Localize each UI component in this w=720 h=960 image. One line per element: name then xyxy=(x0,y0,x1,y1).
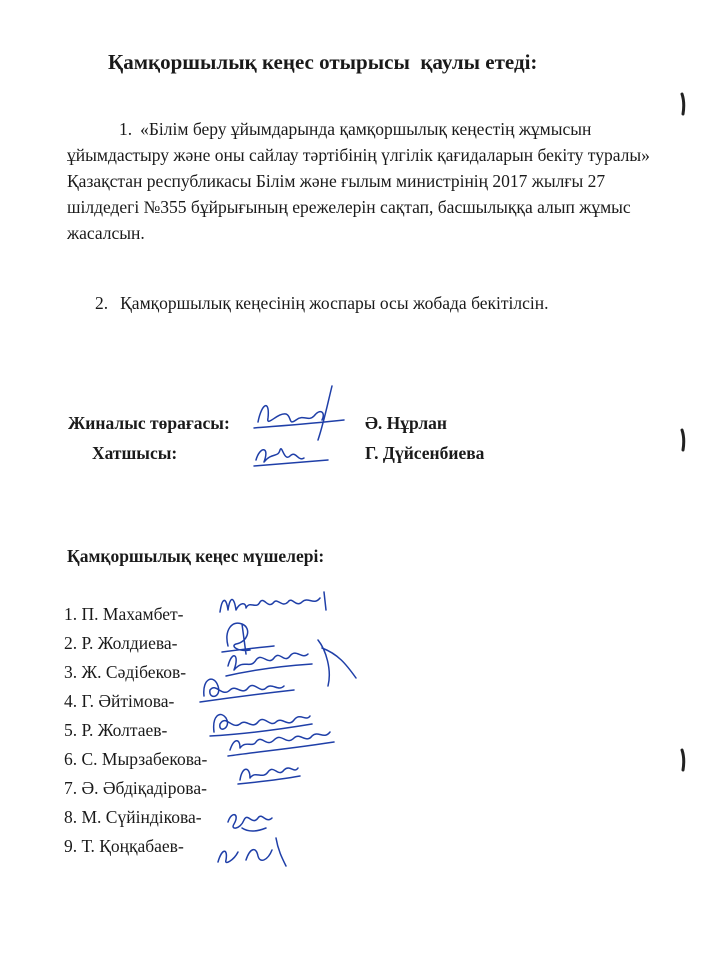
member-signature-image xyxy=(216,588,336,618)
member-item: 8. М. Сүйіндікова- xyxy=(64,807,202,827)
decision-1-number: 1. xyxy=(119,119,133,139)
members-list xyxy=(64,600,207,861)
member-item: 3. Ж. Сәдібеков- xyxy=(64,662,187,682)
decision-1-line: жасалсын. xyxy=(67,223,145,243)
decision-2-number: 2. xyxy=(95,293,109,313)
members-heading: Қамқоршылық кеңес мүшелері: xyxy=(67,546,325,566)
member-signature-image xyxy=(198,668,298,708)
decision-1-line: 1. «Білім беру ұйымдарында қамқоршылық кеңестің жұмысын xyxy=(67,116,697,142)
decision-1-line: Қазақстан республикасы Білім және ғылым министрінің 2017 жылғы 27 xyxy=(67,171,606,191)
member-item: 2. Р. Жолдиева- xyxy=(64,633,178,653)
margin-mark xyxy=(680,428,684,452)
decision-1-line: шілдедегі №355 бұйрығының ережелерін сақтап, басшылыққа алып жұмыс xyxy=(67,197,631,217)
chair-label: Жиналыс төрағасы: xyxy=(68,413,230,433)
margin-mark xyxy=(680,92,684,116)
member-signature-image xyxy=(234,758,304,788)
member-item: 7. Ә. Әбдіқадірова- xyxy=(64,778,207,798)
chair-name: Ә. Нұрлан xyxy=(365,413,447,433)
member-item: 9. Т. Қоңқабаев- xyxy=(64,836,184,856)
decision-2 xyxy=(95,293,549,314)
secretary-signature-image xyxy=(250,440,330,470)
member-item: 4. Г. Әйтімова- xyxy=(64,691,175,711)
member-signature-image xyxy=(226,724,336,760)
resolution-heading: Қамқоршылық кеңес отырысы қаулы етеді: xyxy=(108,50,538,74)
member-signature-image xyxy=(212,832,292,872)
margin-mark xyxy=(680,748,684,772)
member-item: 5. Р. Жолтаев- xyxy=(64,720,168,740)
member-item: 6. С. Мырзабекова- xyxy=(64,749,208,769)
decision-1-line: ұйымдастыру және оны сайлау тәртібінің үлгілік қағидаларын бекіту туралы» xyxy=(67,145,650,165)
secretary-label: Хатшысы: xyxy=(92,443,178,463)
chair-signature-image xyxy=(248,382,348,442)
decision-1 xyxy=(67,116,697,246)
secretary-name: Г. Дүйсенбиева xyxy=(365,443,485,463)
decision-2-text: Қамқоршылық кеңесінің жоспары осы жобада бекітілсін. xyxy=(120,293,549,313)
member-item: 1. П. Махамбет- xyxy=(64,604,184,624)
